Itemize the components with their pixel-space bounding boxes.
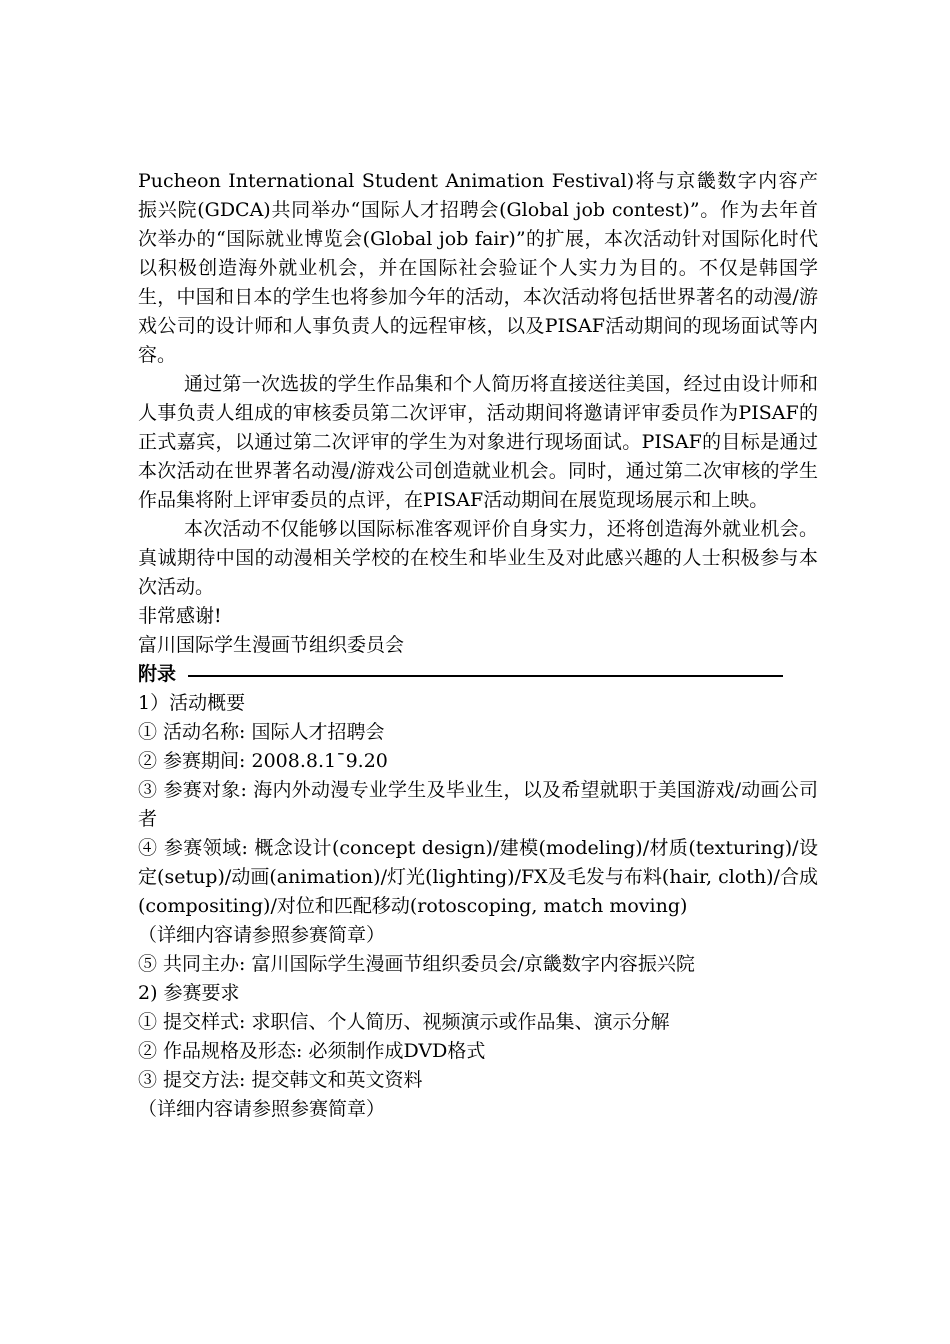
appendix-heading <box>138 660 818 689</box>
section-1-item-1: ① 活动名称: 国际人才招聘会 <box>138 721 385 743</box>
thanks-line: 非常感谢! <box>138 605 222 627</box>
body-paragraph-3: 本次活动不仅能够以国际标准客观评价自身实力，还将创造海外就业机会。真诚期待中国的动漫相关学校的在校生和毕业生及对此感兴趣的人士积极参与本次活动。 <box>138 518 818 598</box>
section-1-note: （详细内容请参照参赛简章） <box>138 924 386 946</box>
section-2-item-2: ② 作品规格及形态: 必须制作成DVD格式 <box>138 1040 486 1062</box>
intro-paragraph: Pucheon International Student Animation Festival)将与京畿数字内容产振兴院(GDCA)共同举办“国际人才招聘会(Global job contest)”。作为去年首次举办的“国际就业博览会(Global job fair)”的扩展，本次活动针对国际化时代以积极创造海外就业机会，并在国际社会验证个人实力为目的。不仅是韩国学生，中国和日本的学生也将参加今年的活动，本次活动将包括世界著名的动漫/游戏公司的设计师和人事负责人的远程审核，以及PISAF活动期间的现场面试等内容。 <box>138 170 818 366</box>
section-2-heading: 2) 参赛要求 <box>138 982 240 1004</box>
body-paragraph-2: 通过第一次选拔的学生作品集和个人简历将直接送往美国，经过由设计师和人事负责人组成的审核委员第二次评审，活动期间将邀请评审委员作为PISAF的正式嘉宾，以通过第二次评审的学生为对象进行现场面试。PISAF的目标是通过本次活动在世界著名动漫/游戏公司创造就业机会。同时，通过第二次审核的学生作品集将附上评审委员的点评，在PISAF活动期间在展览现场展示和上映。 <box>138 373 818 511</box>
signature-line: 富川国际学生漫画节组织委员会 <box>138 634 405 656</box>
section-1-item-3: ③ 参赛对象: 海内外动漫专业学生及毕业生，以及希望就职于美国游戏/动画公司者 <box>138 779 818 830</box>
section-2-item-3: ③ 提交方法: 提交韩文和英文资料 <box>138 1069 423 1091</box>
document-page <box>138 167 818 1124</box>
appendix-divider <box>188 675 783 677</box>
section-1-heading: 1）活动概要 <box>138 692 246 714</box>
section-2-item-1: ① 提交样式: 求职信、个人简历、视频演示或作品集、演示分解 <box>138 1011 670 1033</box>
section-1-item-5: ⑤ 共同主办: 富川国际学生漫画节组织委员会/京畿数字内容振兴院 <box>138 953 695 975</box>
section-1-item-4: ④ 参赛领域: 概念设计(concept design)/建模(modeling)/材质(texturing)/设定(setup)/动画(animation)/灯光(lighting)/FX及毛发与布料(hair, cloth)/合成(compositing)/对位和匹配移动(rotoscoping, match moving) <box>138 837 818 917</box>
section-1-item-2: ② 参赛期间: 2008.8.1¯9.20 <box>138 750 388 772</box>
section-2-note: （详细内容请参照参赛简章） <box>138 1098 386 1120</box>
appendix-title: 附录 <box>138 663 177 685</box>
